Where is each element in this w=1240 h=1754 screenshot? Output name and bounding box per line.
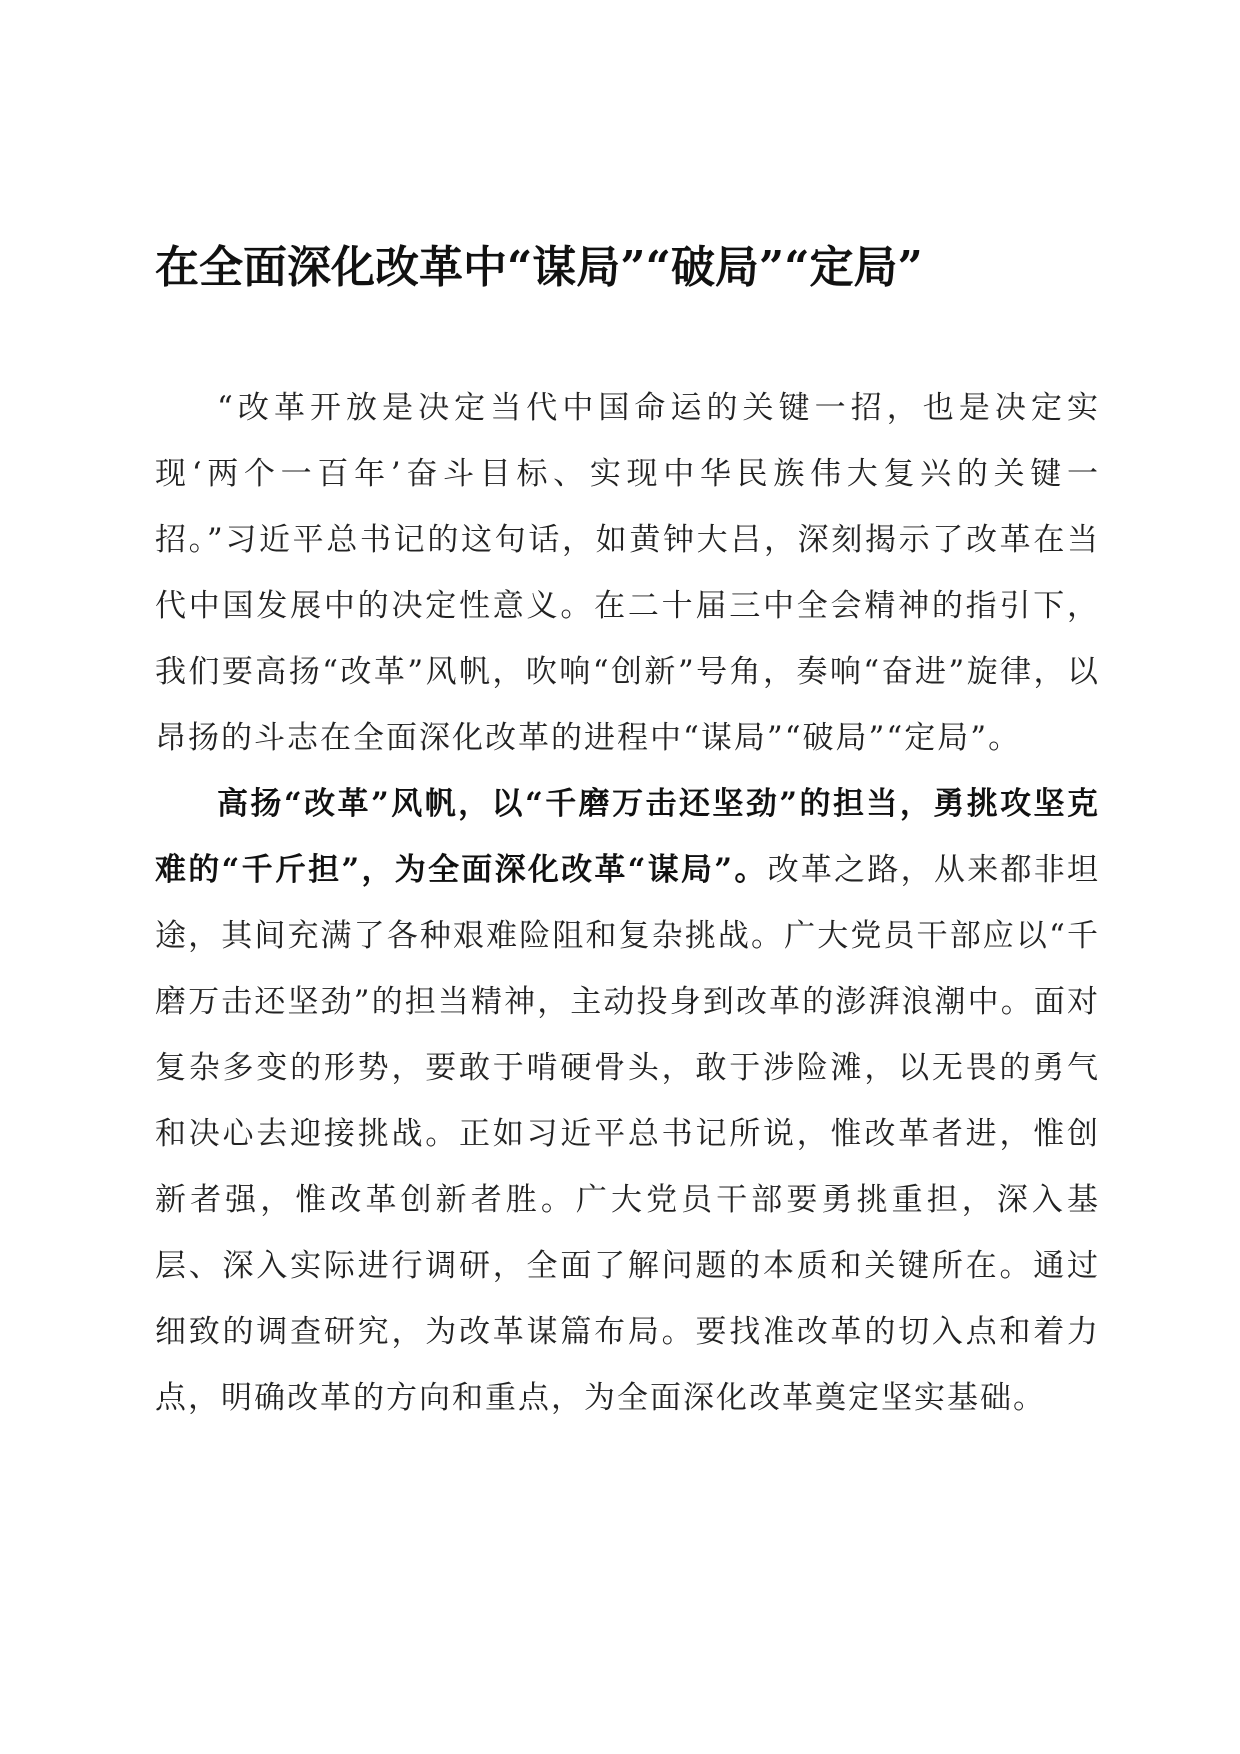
paragraph-text: 改革之路，从来都非坦途，其间充满了各种艰难险阻和复杂挑战。广大党员干部应以“千磨万击还坚劲”的担当精神，主动投身到改革的澎湃浪潮中。面对复杂多变的形势，要敢于啃硬骨头，敢于涉险滩，以无畏的勇气和决心去迎接挑战。正如习近平总书记所说，惟改革者进，惟创新者强，惟改革创新者胜。广大党员干部要勇挑重担，深入基层、深入实际进行调研，全面了解问题的本质和关键所在。通过细致的调查研究，为改革谋篇布局。要找准改革的切入点和着力点，明确改革的方向和重点，为全面深化改革奠定坚实基础。 (155, 852, 1101, 1416)
paragraph-reform-planning (155, 771, 1100, 1431)
paragraph-intro (155, 375, 1100, 771)
document-body (155, 375, 1100, 1431)
paragraph-lead: 高扬“改革”风帆，以“千磨万击还坚劲”的担当，勇挑攻坚克难的“千斤担”，为全面深化改革“谋局”。 (155, 786, 1100, 888)
paragraph-text: “改革开放是决定当代中国命运的关键一招，也是决定实现‘两个一百年’奋斗目标、实现中华民族伟大复兴的关键一招。”习近平总书记的这句话，如黄钟大吕，深刻揭示了改革在当代中国发展中的决定性意义。在二十届三中全会精神的指引下，我们要高扬“改革”风帆，吹响“创新”号角，奏响“奋进”旋律，以昂扬的斗志在全面深化改革的进程中“谋局”“破局”“定局”。 (155, 390, 1100, 756)
document-title: 在全面深化改革中“谋局”“破局”“定局” (155, 242, 923, 293)
